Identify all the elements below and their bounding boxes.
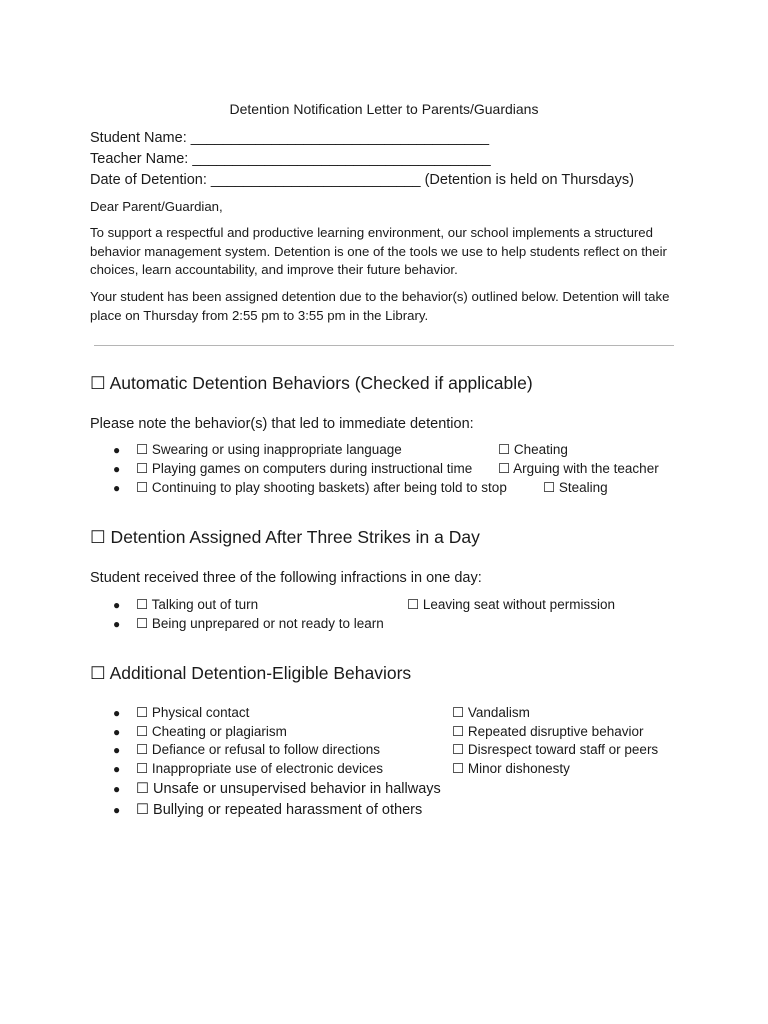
checkbox-unsafe-hallways[interactable]: ☐ Unsafe or unsupervised behavior in hallways — [136, 781, 441, 797]
section-additional-heading[interactable]: ☐ Additional Detention-Eligible Behaviors — [90, 663, 412, 683]
bullet-icon: ● — [113, 481, 121, 495]
bullet-icon: ● — [113, 617, 121, 631]
bullet-icon: ● — [113, 443, 121, 457]
section-three-strikes-note: Student received three of the following infractions in one day: — [90, 570, 482, 586]
checkbox-dishonesty[interactable]: ☐ Minor dishonesty — [452, 761, 570, 776]
checkbox-cheating[interactable]: ☐ Cheating — [498, 442, 568, 457]
assignment-paragraph: Your student has been assigned detention due to the behavior(s) outlined below. Detention will take place on Thursday from 2:55 pm to 3:55 pm in the Library. — [90, 289, 670, 323]
checkbox-bullying[interactable]: ☐ Bullying or repeated harassment of others — [136, 802, 423, 818]
bullet-icon: ● — [113, 762, 121, 776]
checkbox-electronic-devices[interactable]: ☐ Inappropriate use of electronic devices — [136, 761, 383, 776]
checkbox-disruptive[interactable]: ☐ Repeated disruptive behavior — [452, 724, 644, 739]
student-name-field[interactable]: Student Name: _____________________________________ — [90, 130, 490, 146]
section-divider — [94, 345, 674, 346]
checkbox-arguing[interactable]: ☐ Arguing with the teacher — [498, 461, 659, 476]
checkbox-talking-out-of-turn[interactable]: ☐ Talking out of turn — [136, 597, 259, 612]
section-automatic-note: Please note the behavior(s) that led to immediate detention: — [90, 416, 474, 432]
checkbox-playing-games[interactable]: ☐ Playing games on computers during instructional time — [136, 461, 473, 476]
section-three-strikes-heading[interactable]: ☐ Detention Assigned After Three Strikes in a Day — [90, 527, 480, 547]
bullet-icon: ● — [113, 598, 121, 612]
checkbox-swearing[interactable]: ☐ Swearing or using inappropriate language — [136, 442, 402, 457]
teacher-name-field[interactable]: Teacher Name: _____________________________________ — [90, 151, 491, 167]
bullet-icon: ● — [113, 803, 121, 817]
intro-paragraph: To support a respectful and productive learning environment, our school implements a structured behavior management system. Detention is one of the tools we use to help students reflect on their choices, learn accountability, and improve their future behavior. — [90, 225, 667, 277]
salutation: Dear Parent/Guardian, — [90, 199, 223, 214]
checkbox-shooting-baskets[interactable]: ☐ Continuing to play shooting baskets) after being told to stop — [136, 480, 507, 495]
checkbox-plagiarism[interactable]: ☐ Cheating or plagiarism — [136, 724, 287, 739]
bullet-icon: ● — [113, 706, 121, 720]
bullet-icon: ● — [113, 462, 121, 476]
checkbox-vandalism[interactable]: ☐ Vandalism — [452, 705, 530, 720]
checkbox-defiance[interactable]: ☐ Defiance or refusal to follow directions — [136, 742, 380, 757]
section-automatic-heading[interactable]: ☐ Automatic Detention Behaviors (Checked if applicable) — [90, 373, 533, 393]
bullet-icon: ● — [113, 725, 121, 739]
checkbox-leaving-seat[interactable]: ☐ Leaving seat without permission — [407, 597, 615, 612]
bullet-icon: ● — [113, 782, 121, 796]
checkbox-physical-contact[interactable]: ☐ Physical contact — [136, 705, 250, 720]
checkbox-unprepared[interactable]: ☐ Being unprepared or not ready to learn — [136, 616, 384, 631]
letter-title: Detention Notification Letter to Parents/Guardians — [229, 101, 539, 117]
detention-date-field[interactable]: Date of Detention: __________________________ (Detention is held on Thursdays) — [90, 172, 634, 188]
bullet-icon: ● — [113, 743, 121, 757]
checkbox-disrespect[interactable]: ☐ Disrespect toward staff or peers — [452, 742, 659, 757]
checkbox-stealing[interactable]: ☐ Stealing — [543, 480, 608, 495]
